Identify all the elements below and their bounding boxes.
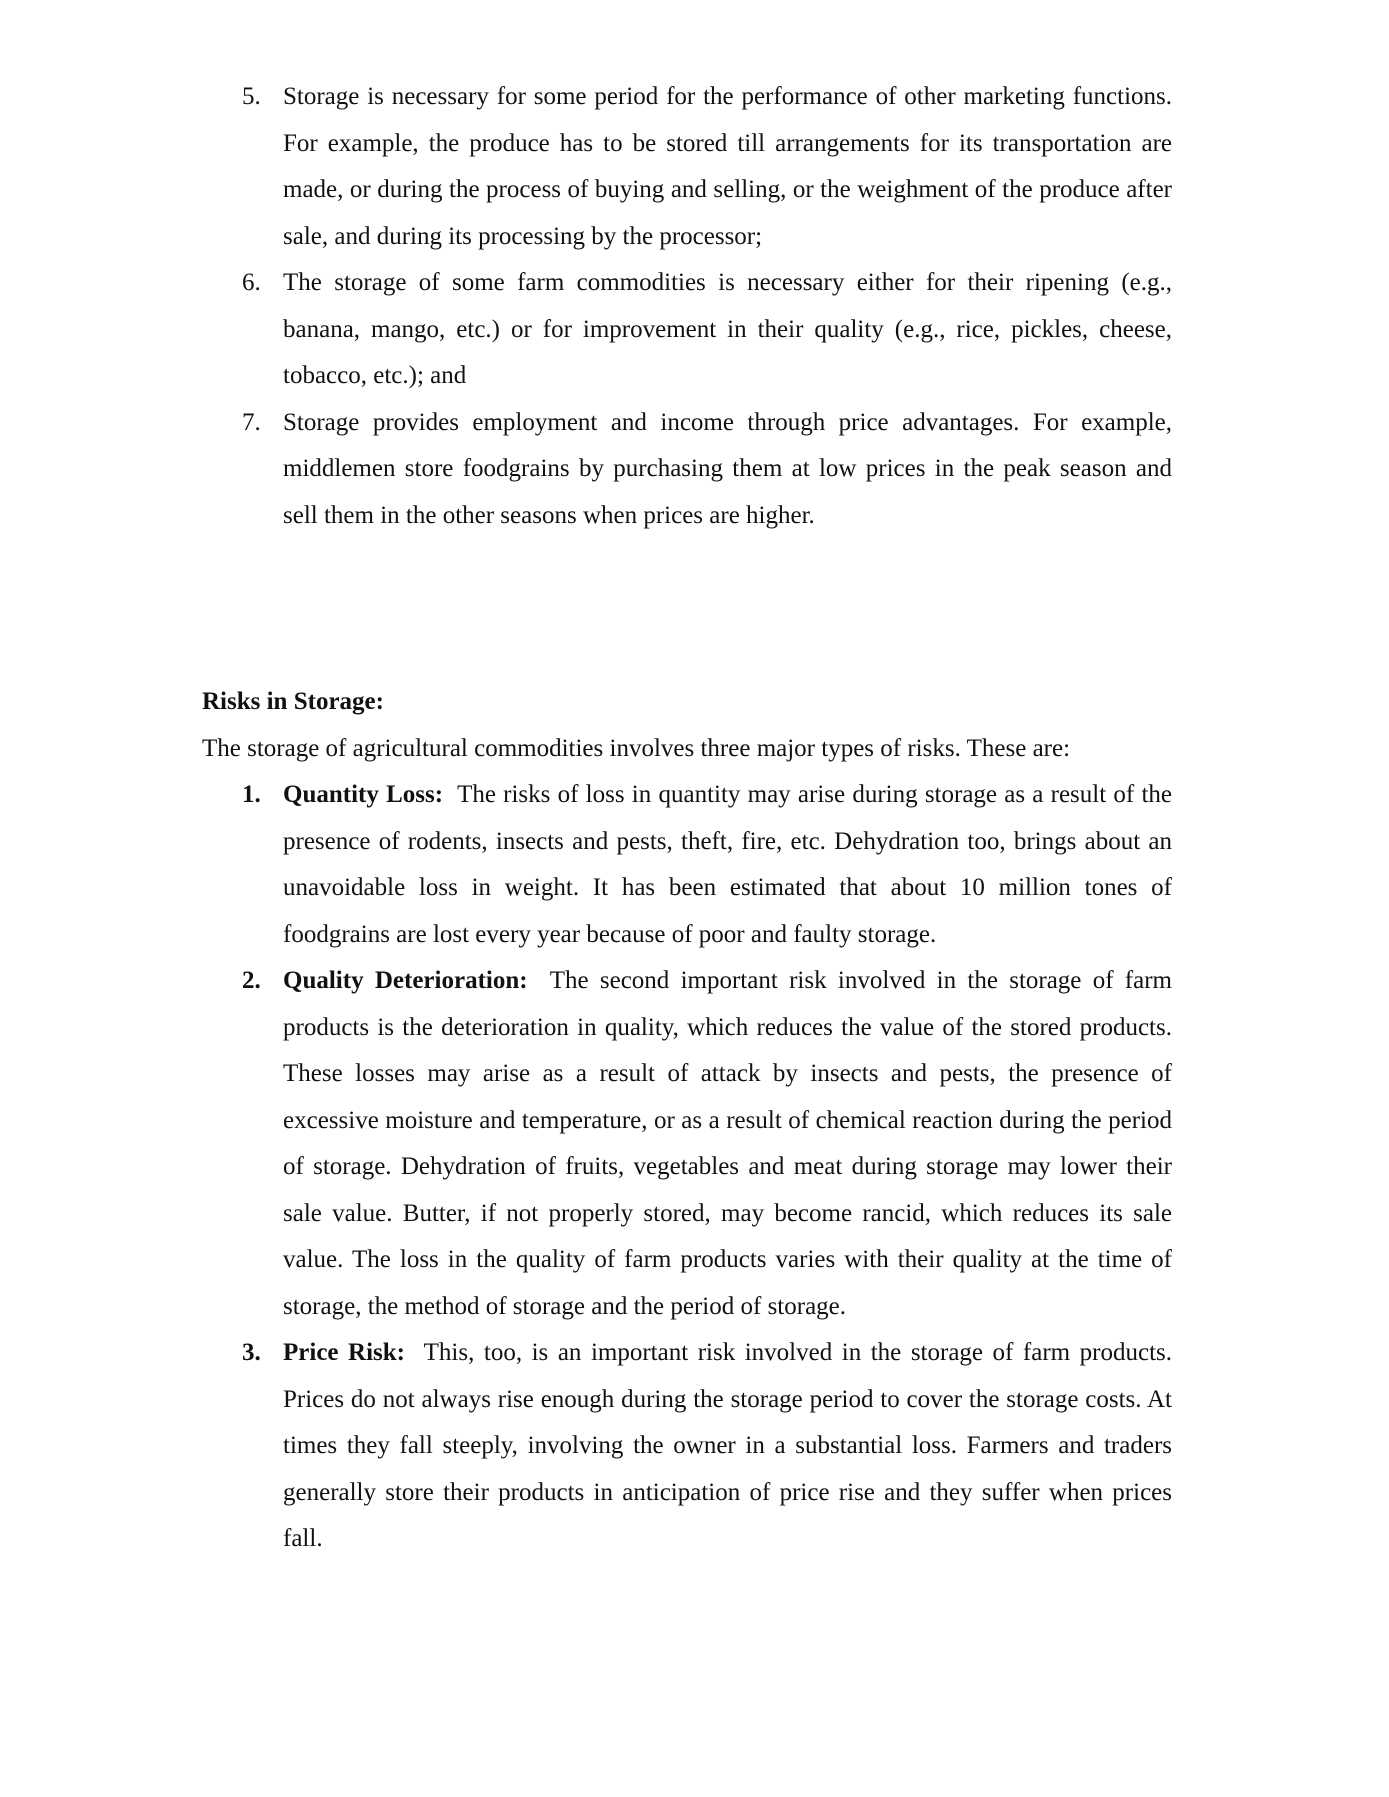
item-text: The storage of some farm commodities is necessary either for their ripening (e.g., banana, mango, etc.) or for improvement in their quality (e.g., rice, pickles, cheese, tobacco, etc.); and bbox=[283, 269, 1172, 389]
item-text: This, too, is an important risk involved in the storage of farm products. Prices do not always rise enough during the storage period to cover the storage costs. At times they fall steeply, involving the owner in a substantial loss. Farmers and traders generally store their products in anticipation of price rise and they suffer when prices fall. bbox=[283, 1339, 1172, 1552]
list-item bbox=[242, 958, 1172, 1330]
item-text: The risks of loss in quantity may arise during storage as a result of the presence of rodents, insects and pests, theft, fire, etc. Dehydration too, brings about an unavoidable loss in weight. It has been estimated that about 10 million tones of foodgrains are lost every year because of poor and faulty storage. bbox=[283, 781, 1172, 948]
list-item bbox=[242, 260, 1172, 400]
item-term: Quantity Loss: bbox=[283, 781, 444, 808]
item-text: The second important risk involved in the storage of farm products is the deterioration in quality, which reduces the value of the stored products. These losses may arise as a result of attack by insects and pests, the presence of excessive moisture and temperature, or as a result of chemical reaction during the period of storage. Dehydration of fruits, vegetables and meat during storage may lower their sale value. Butter, if not properly stored, may become rancid, which reduces its sale value. The loss in the quality of farm products varies with their quality at the time of storage, the method of storage and the period of storage. bbox=[283, 967, 1172, 1320]
risks-list bbox=[242, 772, 1172, 1563]
item-number: 5. bbox=[242, 83, 261, 110]
item-number: 1. bbox=[242, 781, 261, 808]
list-item bbox=[242, 772, 1172, 958]
item-term: Price Risk: bbox=[283, 1339, 406, 1366]
list-item bbox=[242, 74, 1172, 260]
item-number: 6. bbox=[242, 269, 261, 296]
list-item bbox=[242, 1330, 1172, 1563]
storage-functions-list bbox=[242, 74, 1172, 539]
list-item bbox=[242, 400, 1172, 540]
item-number: 7. bbox=[242, 408, 261, 436]
item-number: 2. bbox=[242, 967, 261, 994]
section-intro: The storage of agricultural commodities involves three major types of risks. These are: bbox=[202, 734, 1071, 762]
item-number: 3. bbox=[242, 1339, 261, 1366]
item-text: Storage is necessary for some period for the performance of other marketing functions. For example, the produce has to be stored till arrangements for its transportation are made, or during the process of buying and selling, or the weighment of the produce after sale, and during its processing by the processor; bbox=[283, 83, 1172, 250]
item-term: Quality Deterioration: bbox=[283, 967, 528, 994]
section-heading: Risks in Storage: bbox=[202, 688, 384, 715]
item-text: Storage provides employment and income through price advantages. For example, middlemen store foodgrains by purchasing them at low prices in the peak season and sell them in the other seasons when prices are higher. bbox=[283, 408, 1172, 529]
